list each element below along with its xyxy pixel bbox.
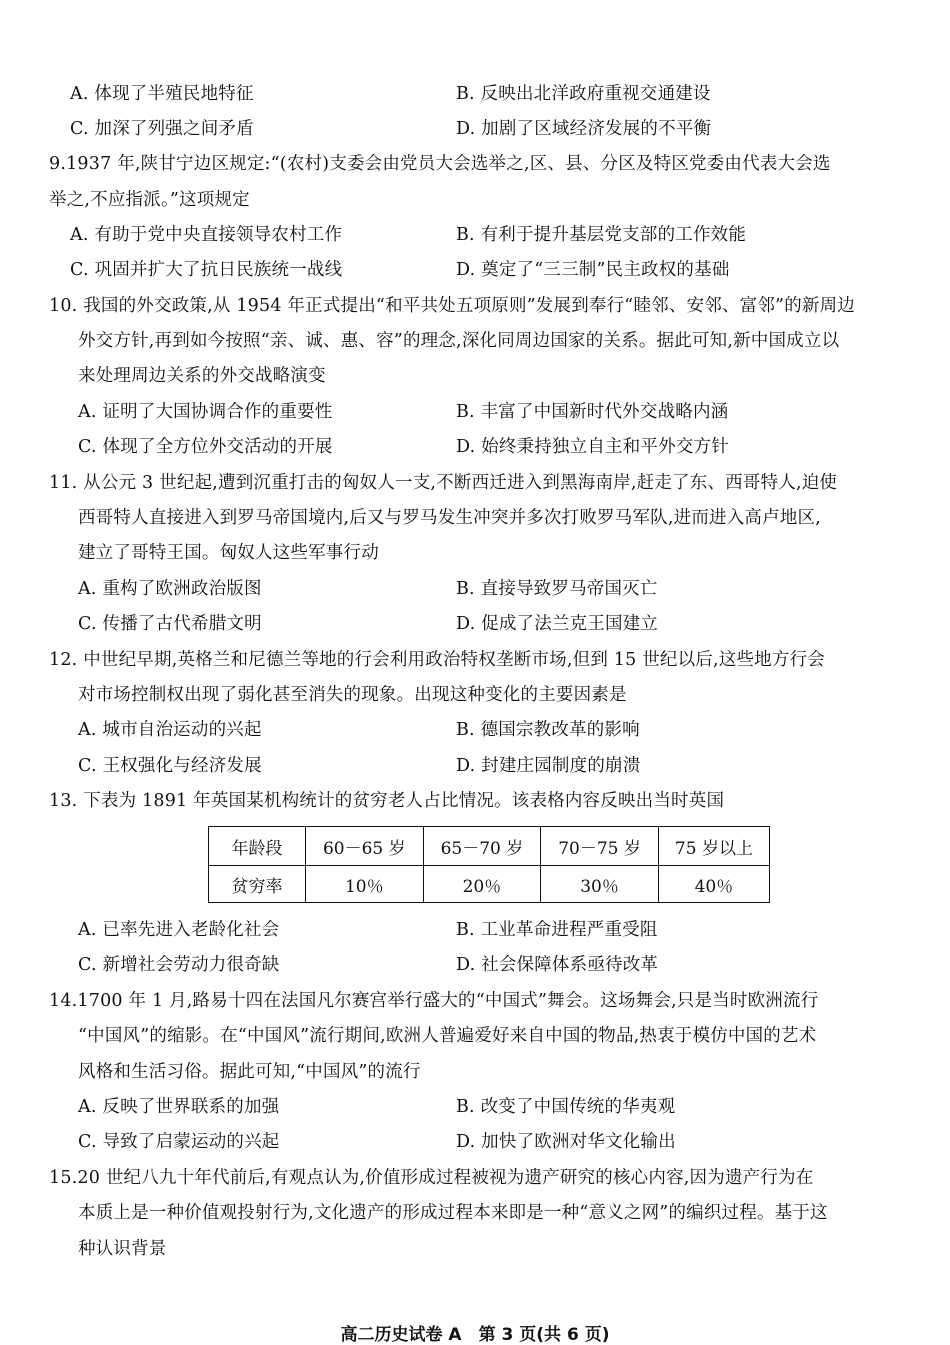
table-cell: 30％ xyxy=(541,866,659,903)
q11-option-d: D. 促成了法兰克王国建立 xyxy=(456,614,659,634)
q13-option-b: B. 工业革命进程严重受阻 xyxy=(456,920,658,940)
q13-option-d: D. 社会保障体系亟待改革 xyxy=(456,955,659,975)
table-cell: 70－75 岁 xyxy=(541,827,659,866)
q10-stem-line2: 外交方针,再到如今按照“亲、诚、惠、容”的理念,深化同周边国家的关系。据此可知,新中国成立以 xyxy=(78,331,840,351)
table-cell: 10％ xyxy=(306,866,424,903)
q14-stem-line2: “中国风”的缩影。在“中国风”流行期间,欧洲人普遍爱好来自中国的物品,热衷于模仿中国的艺术 xyxy=(78,1026,817,1046)
q14-option-c: C. 导致了启蒙运动的兴起 xyxy=(78,1132,280,1152)
q12-option-c: C. 王权强化与经济发展 xyxy=(78,756,262,776)
table-cell: 65－70 岁 xyxy=(423,827,541,866)
q10-option-a: A. 证明了大国协调合作的重要性 xyxy=(78,402,333,422)
q10-stem-line3: 来处理周边关系的外交战略演变 xyxy=(78,366,326,386)
q9-option-a: A. 有助于党中央直接领导农村工作 xyxy=(70,225,343,245)
q8-option-a: A. 体现了半殖民地特征 xyxy=(70,84,254,104)
q11-stem-line1: 11. 从公元 3 世纪起,遭到沉重打击的匈奴人一支,不断西迁进入到黑海南岸,赶走了东、西哥特人,迫使 xyxy=(49,473,838,493)
q11-stem-line2: 西哥特人直接进入到罗马帝国境内,后又与罗马发生冲突并多次打败罗马军队,进而进入高卢地区, xyxy=(78,508,821,528)
table-row xyxy=(209,866,770,903)
table-cell: 20％ xyxy=(423,866,541,903)
q13-option-a: A. 已率先进入老龄化社会 xyxy=(78,920,280,940)
q8-option-c: C. 加深了列强之间矛盾 xyxy=(70,119,254,139)
q12-stem-line1: 12. 中世纪早期,英格兰和尼德兰等地的行会利用政治特权垄断市场,但到 15 世纪以后,这些地方行会 xyxy=(49,650,825,670)
q15-stem-line3: 种认识背景 xyxy=(78,1239,167,1259)
table-cell: 75 岁以上 xyxy=(658,827,769,866)
q9-stem-line1: 9.1937 年,陕甘宁边区规定:“(农村)支委会由党员大会选举之,区、县、分区及特区党委由代表大会选 xyxy=(49,154,831,174)
q14-stem-line1: 14.1700 年 1 月,路易十四在法国凡尔赛宫举行盛大的“中国式”舞会。这场舞会,只是当时欧洲流行 xyxy=(49,991,819,1011)
table-row xyxy=(209,827,770,866)
q14-stem-line3: 风格和生活习俗。据此可知,“中国风”的流行 xyxy=(78,1062,421,1082)
q11-option-b: B. 直接导致罗马帝国灭亡 xyxy=(456,579,658,599)
q12-stem-line2: 对市场控制权出现了弱化甚至消失的现象。出现这种变化的主要因素是 xyxy=(78,685,627,705)
q9-option-d: D. 奠定了“三三制”民主政权的基础 xyxy=(456,260,730,280)
q11-stem-line3: 建立了哥特王国。匈奴人这些军事行动 xyxy=(78,543,379,563)
q12-option-d: D. 封建庄园制度的崩溃 xyxy=(456,756,641,776)
q14-option-b: B. 改变了中国传统的华夷观 xyxy=(456,1097,676,1117)
q14-option-d: D. 加快了欧洲对华文化输出 xyxy=(456,1132,676,1152)
q12-option-a: A. 城市自治运动的兴起 xyxy=(78,720,262,740)
q13-option-c: C. 新增社会劳动力很奇缺 xyxy=(78,955,280,975)
q15-stem-line2: 本质上是一种价值观投射行为,文化遗产的形成过程本来即是一种“意义之网”的编织过程。基于这 xyxy=(78,1203,828,1223)
q9-option-c: C. 巩固并扩大了抗日民族统一战线 xyxy=(70,260,343,280)
q9-stem-line2: 举之,不应指派。”这项规定 xyxy=(49,190,250,210)
q11-option-a: A. 重构了欧洲政治版图 xyxy=(78,579,262,599)
q10-stem-line1: 10. 我国的外交政策,从 1954 年正式提出“和平共处五项原则”发展到奉行“睦邻、安邻、富邻”的新周边 xyxy=(49,296,856,316)
q15-stem-line1: 15.20 世纪八九十年代前后,有观点认为,价值形成过程被视为遗产研究的核心内容,因为遗产行为在 xyxy=(49,1168,814,1188)
table-cell: 年龄段 xyxy=(209,827,306,866)
q10-option-c: C. 体现了全方位外交活动的开展 xyxy=(78,437,333,457)
q13-stem-line1: 13. 下表为 1891 年英国某机构统计的贫穷老人占比情况。该表格内容反映出当时英国 xyxy=(49,791,725,811)
q11-option-c: C. 传播了古代希腊文明 xyxy=(78,614,262,634)
page-footer: 高二历史试卷 A 第 3 页(共 6 页) xyxy=(340,1325,610,1345)
table-cell: 40％ xyxy=(658,866,769,903)
q10-option-b: B. 丰富了中国新时代外交战略内涵 xyxy=(456,402,729,422)
q9-option-b: B. 有利于提升基层党支部的工作效能 xyxy=(456,225,747,245)
table-cell: 60－65 岁 xyxy=(306,827,424,866)
q14-option-a: A. 反映了世界联系的加强 xyxy=(78,1097,280,1117)
poverty-table xyxy=(208,826,770,903)
q10-option-d: D. 始终秉持独立自主和平外交方针 xyxy=(456,437,729,457)
q8-option-d: D. 加剧了区域经济发展的不平衡 xyxy=(456,119,712,139)
q8-option-b: B. 反映出北洋政府重视交通建设 xyxy=(456,84,711,104)
q12-option-b: B. 德国宗教改革的影响 xyxy=(456,720,640,740)
table-cell: 贫穷率 xyxy=(209,866,306,903)
